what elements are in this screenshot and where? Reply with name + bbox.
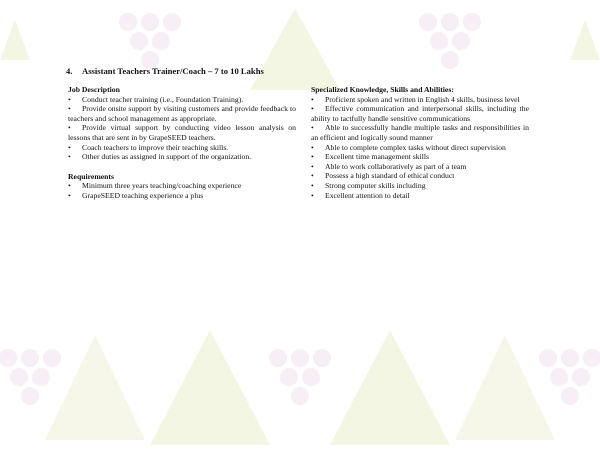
list-item-text: Provide virtual support by conducting video lesson analysis on lessons that are sent in by GrapeSEED teachers. — [68, 123, 296, 142]
bullet-icon: • — [311, 171, 314, 181]
list-item-text: Able to successfully handle multiple tasks and responsibilities in an efficient and logically sound manner — [311, 123, 529, 142]
bullet-icon: • — [311, 123, 314, 133]
position-number: 4. — [66, 66, 73, 76]
list-item — [68, 123, 296, 142]
bullet-icon: • — [68, 152, 71, 162]
bullet-icon: • — [311, 161, 314, 171]
list-item-text: Able to complete complex tasks without direct supervision — [325, 142, 506, 152]
list-item — [311, 181, 529, 191]
bullet-icon: • — [68, 123, 71, 133]
position-heading — [66, 66, 264, 76]
list-item-text: Provide onsite support by visiting customers and provide feedback to teachers and school management as appropriate. — [68, 104, 296, 123]
list-item — [68, 191, 296, 201]
list-item — [68, 104, 296, 123]
list-item-text: Possess a high standard of ethical conduct — [325, 171, 455, 181]
list-item-text: Proficient spoken and written in English 4 skills, business level — [325, 94, 520, 104]
skills-list — [311, 95, 529, 201]
list-item-text: Excellent time management skills — [325, 152, 429, 162]
list-item — [311, 171, 529, 181]
list-item-text: Other duties as assigned in support of the organization. — [82, 152, 252, 162]
position-title: Assistant Teachers Trainer/Coach – 7 to 10 Lakhs — [82, 66, 264, 76]
bullet-icon: • — [311, 152, 314, 162]
list-item-text: GrapeSEED teaching experience a plus — [82, 190, 204, 200]
right-column — [311, 85, 529, 200]
job-description-list — [68, 95, 296, 162]
bullet-icon: • — [311, 94, 314, 104]
bullet-icon: • — [311, 180, 314, 190]
list-item-text: Excellent attention to detail — [325, 190, 410, 200]
list-item — [68, 181, 296, 191]
list-item — [68, 143, 296, 153]
bullet-icon: • — [311, 190, 314, 200]
list-item — [311, 152, 529, 162]
list-item-text: Coach teachers to improve their teaching skills. — [82, 142, 229, 152]
list-item — [311, 143, 529, 153]
list-item — [311, 95, 529, 105]
bullet-icon: • — [68, 181, 71, 191]
bullet-icon: • — [311, 104, 314, 114]
bullet-icon: • — [68, 142, 71, 152]
list-item — [311, 104, 529, 123]
list-item-text: Strong computer skills including — [325, 180, 426, 190]
bullet-icon: • — [311, 142, 314, 152]
requirements-list — [68, 181, 296, 200]
list-item-text: Conduct teacher training (i.e., Foundation Training). — [82, 94, 244, 104]
list-item-text: Effective communication and interpersonal skills, including the ability to tactfully handle sensitive communications — [311, 104, 529, 123]
job-description-title: Job Description — [68, 85, 120, 94]
list-item — [68, 152, 296, 162]
list-item-text: Minimum three years teaching/coaching experience — [82, 181, 242, 191]
list-item — [311, 123, 529, 142]
bullet-icon: • — [68, 94, 71, 104]
bullet-icon: • — [68, 104, 71, 114]
left-column — [68, 85, 296, 201]
list-item-text: Able to work collaboratively as part of a team — [325, 161, 467, 171]
requirements-title: Requirements — [68, 171, 114, 181]
list-item — [311, 191, 529, 201]
skills-title: Specialized Knowledge, Skills and Abilities: — [311, 85, 454, 94]
list-item — [68, 95, 296, 105]
list-item — [311, 162, 529, 172]
bullet-icon: • — [68, 190, 71, 200]
